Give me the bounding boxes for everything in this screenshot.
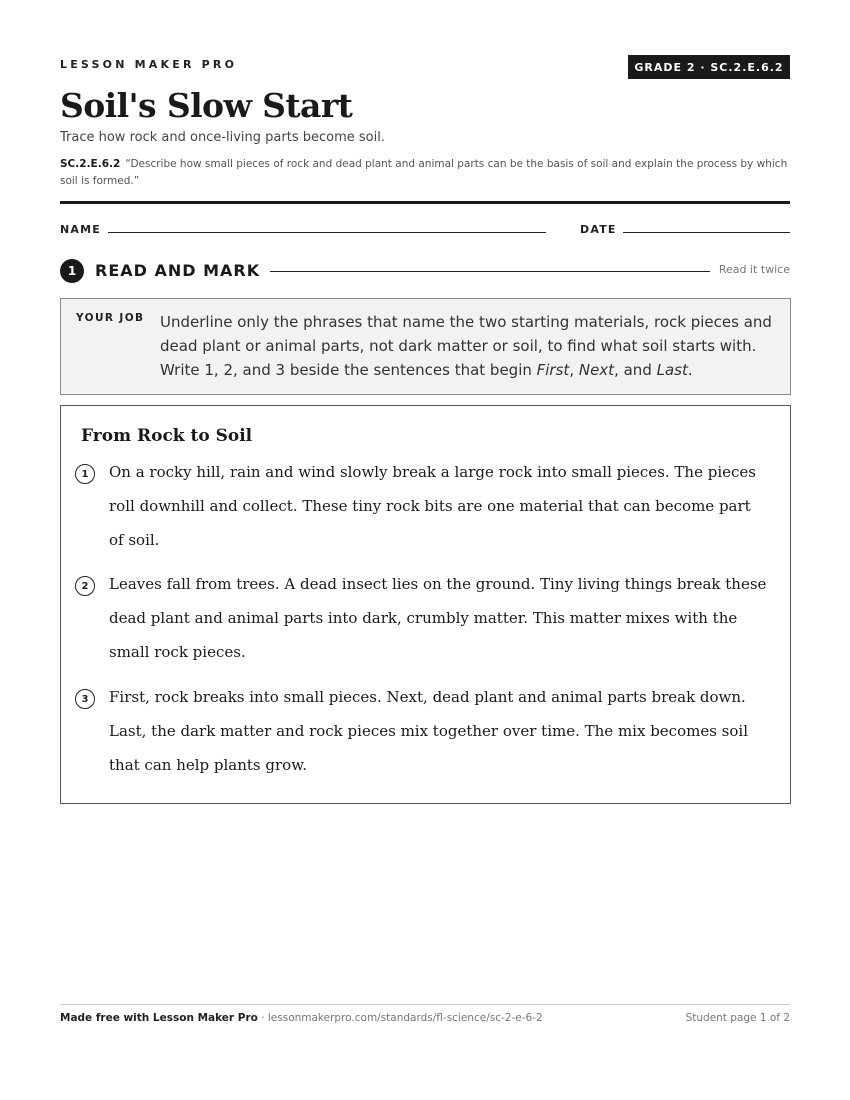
page-indicator: Student page 1 of 2: [685, 1012, 790, 1024]
instructions-text: [160, 310, 780, 382]
footer-credit: [60, 1012, 543, 1024]
paragraph-number: 2: [75, 576, 95, 596]
section-title: READ AND MARK: [95, 261, 261, 280]
footer-divider: [60, 1004, 790, 1005]
section-hint: Read it twice: [718, 263, 790, 276]
standard-statement: [60, 156, 790, 190]
page-subtitle: Trace how rock and once-living parts become soil.: [60, 130, 385, 145]
paragraph-number: 3: [75, 689, 95, 709]
date-label: DATE: [580, 223, 617, 236]
paragraph-number: 1: [75, 464, 95, 484]
standard-code: SC.2.E.6.2: [60, 158, 121, 170]
paragraph-text[interactable]: Leaves fall from trees. A dead insect lies on the ground. Tiny living things break these dead plant and animal parts into dark, crumbly matter. This matter mixes with the small rock pieces.: [109, 575, 767, 661]
keyword-first: First: [536, 361, 570, 379]
keyword-next: Next: [578, 361, 615, 379]
period: .: [687, 361, 693, 379]
separator: , and: [614, 361, 657, 379]
paragraph-text[interactable]: First, rock breaks into small pieces. Next, dead plant and animal parts break down. Last, the dark matter and rock pieces mix together over time. The mix becomes soil that can help plants grow.: [109, 688, 748, 774]
grade-badge: GRADE 2 · SC.2.E.6.2: [628, 55, 790, 79]
passage-title: From Rock to Soil: [81, 426, 253, 446]
footer-made-by: Made free with Lesson Maker Pro: [60, 1012, 258, 1024]
header-divider: [60, 201, 790, 204]
page-title: Soil's Slow Start: [60, 86, 353, 125]
name-field[interactable]: [108, 232, 546, 233]
standard-text: “Describe how small pieces of rock and dead plant and animal parts can be the basis of soil and explain the process by which soil is formed.”: [60, 158, 788, 187]
instructions-box: [60, 298, 791, 395]
footer-url: · lessonmakerpro.com/standards/fl-science/sc-2-e-6-2: [257, 1012, 543, 1024]
brand-name: LESSON MAKER PRO: [60, 58, 238, 71]
paragraph-text[interactable]: On a rocky hill, rain and wind slowly break a large rock into small pieces. The pieces roll downhill and collect. These tiny rock bits are one material that can become part of soil.: [109, 463, 756, 549]
date-field[interactable]: [623, 232, 790, 233]
keyword-last: Last: [656, 361, 688, 379]
name-label: NAME: [60, 223, 101, 236]
reading-passage: [60, 405, 791, 804]
section-number-badge: 1: [60, 259, 84, 283]
instructions-label: YOUR JOB: [76, 312, 145, 324]
section-divider: [270, 271, 710, 272]
separator: ,: [569, 361, 579, 379]
instructions-body: Underline only the phrases that name the two starting materials, rock pieces and dead plant or animal parts, not dark matter or soil, to find what soil starts with. Write 1, 2, and 3 beside the sentences that begin: [160, 313, 772, 379]
